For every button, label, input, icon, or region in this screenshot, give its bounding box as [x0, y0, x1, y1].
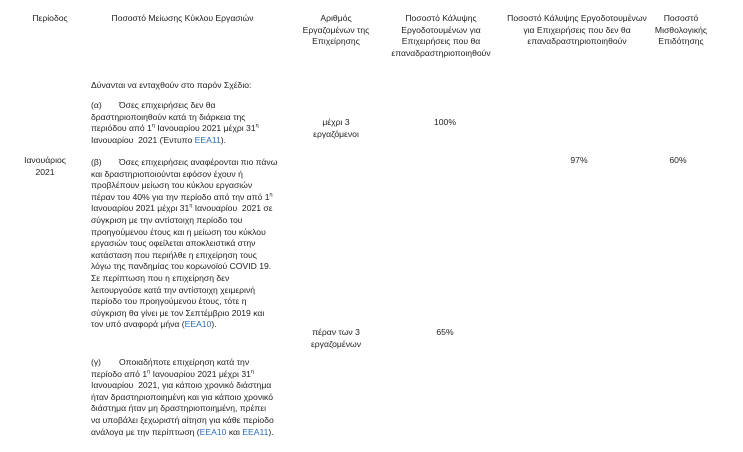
condition-a-label: (α) — [91, 100, 102, 110]
header-reduction: Ποσοστό Μείωσης Κύκλου Εργασιών — [111, 13, 254, 23]
link-eea10-c[interactable]: ΕΕΑ10 — [199, 426, 227, 437]
condition-b — [91, 157, 301, 331]
condition-a — [91, 100, 299, 146]
employees-small: μέχρι 3 εργαζόμενοι — [313, 117, 359, 139]
condition-b-text: Όσες επιχειρήσεις αναφέρονται πιο πάνω και δραστηριοποιούνται εφόσον έχουν ή προβλέπουν μείωση του κύκλου εργασιών πέραν του 40% για την περίοδο από την από $1^\eta$ Ιανουαρίου 2021 μέχρι $31^\eta$ Ιανουαρίου 2021 σε σύγκριση με την αντίστοιχη περίοδο του προηγούμενου έτους και η μείωση του κύκλου εργασιών τους οφείλεται αποκλειστικά στην κατάσταση που περιήλθε η επιχείρηση τους λόγω της πανδημίας του κορωνοϊού COVID 19. Σε περίπτωση που η επιχείρηση δεν λειτουργούσε κατά την αντίστοιχη χειμερινή περίοδο του προηγούμενου έτους, τότε η σύγκριση θα γίνει με τον Σεπτέμβριο 2019 και τον υπό αναφορά μήνα (ΕΕΑ10). — [91, 157, 278, 330]
intro-text: Δύνανται να ενταχθούν στο παρόν Σχέδιο: — [91, 80, 252, 90]
link-eea11-a[interactable]: ΕΕΑ11 — [194, 134, 221, 145]
condition-c — [91, 357, 301, 438]
period-cell: Ιανουάριος 2021 — [24, 155, 66, 177]
condition-c-label: (γ) — [91, 357, 102, 367]
header-employer-not-reopened: Ποσοστό Κάλυψης Εργοδοτουμένων για Επιχειρήσεις που δεν θα επαναδραστηριοποιηθούν — [507, 13, 647, 46]
header-salary-support: Ποσοστό Μισθολογικής Επιδότησης — [654, 13, 708, 46]
link-eea10-b[interactable]: ΕΕΑ10 — [184, 319, 212, 330]
pct-reopened-small: 100% — [434, 117, 456, 127]
condition-a-text: Όσες επιχειρήσεις δεν θα δραστηριοποιηθούν κατά τη διάρκεια της περιόδου από $1^\eta$ Ιανουαρίου 2021 μέχρι $31^\eta$ Ιανουαρίου 2021 (Έντυπο ΕΕΑ11). — [91, 100, 259, 145]
pct-not-reopened: 97% — [570, 155, 588, 165]
condition-c-text: Οποιαδήποτε επιχείρηση κατά την περίοδο από $1^\eta$ Ιανουαρίου 2021 μέχρι $31^\eta$ Ιανουαρίου 2021, για κάποιο χρονικό διάστημα ήταν δραστηριοποιημένη και για κάποιο χρονικό διάστημα ήταν μη δραστηριοποιημένη, πρέπει να υποβάλει ξεχωριστή αίτηση για κάθε περίοδο ανάλογα με την περίπτωση (ΕΕΑ10 και ΕΕΑ11). — [91, 357, 274, 437]
pct-reopened-large: 65% — [436, 327, 454, 337]
employees-large: πέραν των 3 εργαζομένων — [310, 327, 362, 349]
header-period: Περίοδος — [32, 13, 68, 23]
pct-salary-support: 60% — [669, 155, 687, 165]
header-employer-reopened: Ποσοστό Κάλυψης Εργοδοτουμένων για Επιχειρήσεις που θα επαναδραστηριοποιηθούν — [391, 13, 491, 58]
header-employees: Αριθμός Εργαζομένων της Επιχείρησης — [302, 13, 370, 46]
condition-b-label: (β) — [91, 157, 102, 167]
link-eea11-c[interactable]: ΕΕΑ11 — [242, 426, 269, 437]
